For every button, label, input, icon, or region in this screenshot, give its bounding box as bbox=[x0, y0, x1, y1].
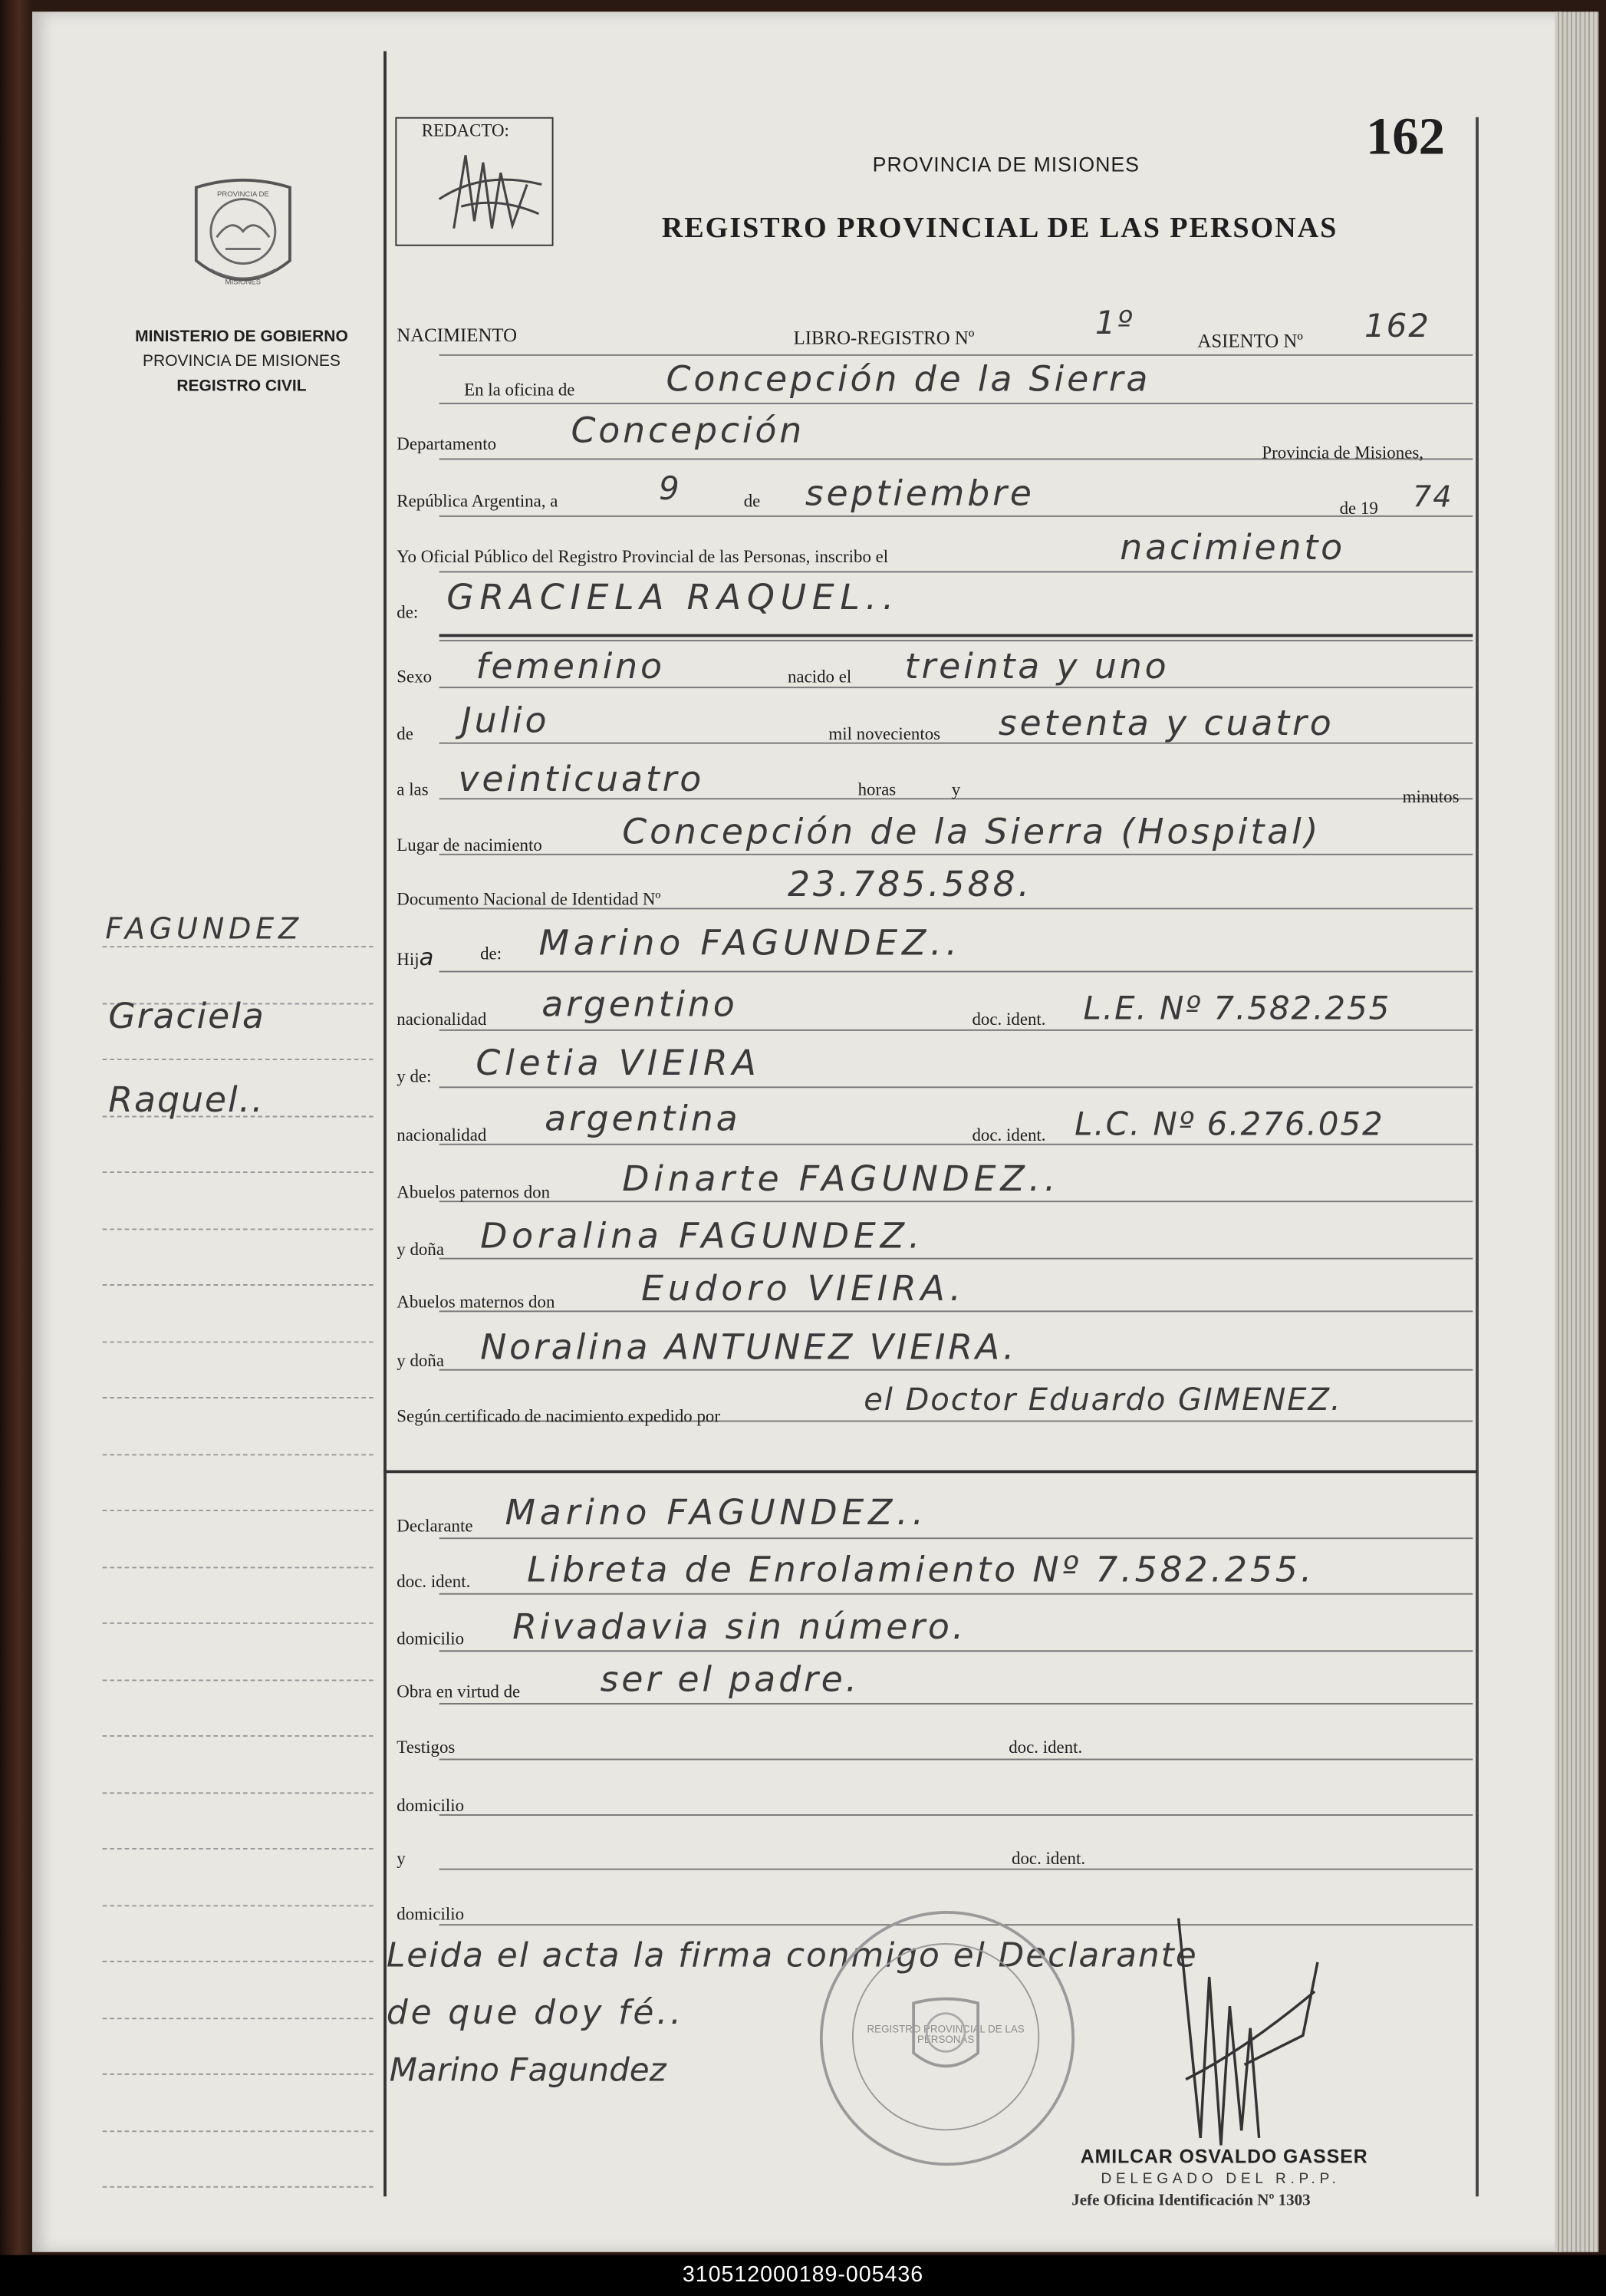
margin-ruled-line bbox=[103, 2018, 374, 2019]
lugar-value: Concepción de la Sierra (Hospital) bbox=[622, 811, 1321, 852]
ministry-block bbox=[95, 325, 388, 400]
margin-ruled-line bbox=[103, 1792, 374, 1794]
form-ruled-line bbox=[439, 1537, 1473, 1539]
doc1-label: doc. ident. bbox=[972, 1009, 1046, 1029]
form-ruled-line bbox=[439, 1258, 1473, 1260]
form-ruled-line bbox=[439, 1310, 1473, 1312]
paternal-grandfather-value: Dinarte FAGUNDEZ.. bbox=[622, 1158, 1061, 1200]
oficina-label: En la oficina de bbox=[464, 379, 575, 400]
oficina-value: Concepción de la Sierra bbox=[666, 358, 1151, 400]
paternal-grandmother-value: Doralina FAGUNDEZ. bbox=[480, 1215, 925, 1257]
declarante-label: Declarante bbox=[397, 1515, 473, 1537]
declarante-doc-value: Libreta de Enrolamiento Nº 7.582.255. bbox=[527, 1549, 1315, 1591]
mother-doc-value: L.C. Nº 6.276.052 bbox=[1075, 1107, 1384, 1144]
margin-surname: FAGUNDEZ bbox=[105, 911, 303, 947]
doc2-label: doc. ident. bbox=[972, 1124, 1046, 1145]
obra-label: Obra en virtud de bbox=[397, 1681, 521, 1702]
margin-ruled-line bbox=[103, 1454, 374, 1455]
redacto-label: REDACTO: bbox=[421, 120, 509, 141]
nacimiento-label: NACIMIENTO bbox=[397, 323, 517, 346]
cert-label: Según certificado de nacimiento expedido por bbox=[397, 1405, 721, 1427]
margin-name2: Raquel.. bbox=[108, 1079, 265, 1121]
margin-ruled-line bbox=[103, 1905, 374, 1906]
registry-stamp-text: REGISTRO PROVINCIAL DE LAS PERSONAS bbox=[867, 2024, 1025, 2046]
form-ruled-line bbox=[439, 1814, 1473, 1816]
father-nationality-value: argentino bbox=[541, 983, 738, 1026]
father-doc-value: L.E. Nº 7.582.255 bbox=[1083, 991, 1391, 1029]
ydona2-label: y doña bbox=[397, 1349, 445, 1371]
nacido-value: treinta y uno bbox=[904, 645, 1170, 687]
month-value: septiembre bbox=[805, 473, 1035, 515]
form-ruled-line bbox=[439, 571, 1473, 572]
closing-line1: Leida el acta la firma conmigo el Declarante bbox=[386, 1937, 1198, 1976]
yt-label: y bbox=[397, 1847, 406, 1869]
republica-label: República Argentina, a bbox=[397, 490, 558, 512]
book-spine bbox=[0, 0, 32, 2255]
form-ruled-line bbox=[439, 1086, 1473, 1088]
seal-bottom-text: MISIONES bbox=[225, 278, 262, 287]
form-ruled-line bbox=[439, 1703, 1473, 1705]
sexo-value: femenino bbox=[476, 645, 665, 687]
page-edges bbox=[1555, 12, 1598, 2252]
hija-letter: a bbox=[419, 943, 434, 971]
ministry-line1: MINISTERIO DE GOBIERNO bbox=[135, 328, 348, 346]
nacido-label: nacido el bbox=[787, 666, 852, 687]
domd-label: domicilio bbox=[397, 1628, 465, 1649]
footer-id: 310512000189-005436 bbox=[0, 2255, 1606, 2296]
docd-label: doc. ident. bbox=[397, 1571, 471, 1592]
form-ruled-line bbox=[439, 1650, 1473, 1652]
form-ruled-line bbox=[439, 516, 1473, 517]
margin-ruled-line bbox=[103, 1622, 374, 1624]
obra-value: ser el padre. bbox=[600, 1659, 860, 1701]
hija-label bbox=[397, 943, 433, 970]
de-label: de bbox=[743, 490, 761, 512]
cert-value: el Doctor Eduardo GIMENEZ. bbox=[864, 1382, 1342, 1418]
form-ruled-line bbox=[439, 640, 1473, 641]
doct2-label: doc. ident. bbox=[1012, 1847, 1086, 1869]
redacto-signature bbox=[425, 140, 551, 240]
departamento-value: Concepción bbox=[571, 410, 805, 451]
dni-value: 23.785.588. bbox=[787, 864, 1032, 905]
official-jefe: Jefe Oficina Identificación Nº 1303 bbox=[1071, 2192, 1311, 2210]
oficial-value: nacimiento bbox=[1120, 527, 1346, 568]
margin-ruled-line bbox=[103, 1679, 374, 1681]
minutos-label: minutos bbox=[1402, 786, 1460, 807]
form-ruled-line bbox=[439, 854, 1473, 855]
libro-value: 1º bbox=[1094, 305, 1134, 343]
form-ruled-line bbox=[439, 1869, 1473, 1870]
abm-label: Abuelos maternos don bbox=[397, 1291, 555, 1313]
form-ruled-line bbox=[439, 1144, 1473, 1145]
margin-ruled-line bbox=[103, 1848, 374, 1850]
maternal-grandmother-value: Noralina ANTUNEZ VIEIRA. bbox=[480, 1326, 1018, 1368]
margin-ruled-line bbox=[103, 2186, 374, 2188]
margin-name1: Graciela bbox=[108, 996, 265, 1037]
domt1-label: domicilio bbox=[397, 1795, 465, 1816]
day-value: 9 bbox=[658, 471, 681, 509]
margin-ruled-line bbox=[103, 1284, 374, 1286]
yde-label: y de: bbox=[397, 1066, 432, 1087]
declarante-value: Marino FAGUNDEZ.. bbox=[505, 1492, 928, 1533]
horas-value: veinticuatro bbox=[458, 758, 705, 800]
domt2-label: domicilio bbox=[397, 1903, 465, 1925]
abp-label: Abuelos paternos don bbox=[397, 1181, 551, 1203]
asiento-value: 162 bbox=[1364, 308, 1430, 346]
nac2-label: nacionalidad bbox=[397, 1124, 487, 1145]
margin-ruled-line bbox=[103, 1510, 374, 1511]
y-label: y bbox=[951, 779, 961, 800]
testigos-label: Testigos bbox=[397, 1736, 456, 1757]
asiento-label: ASIENTO Nº bbox=[1197, 329, 1303, 352]
year-value: 74 bbox=[1413, 479, 1453, 515]
sexo-label: Sexo bbox=[397, 666, 433, 687]
section-rule-1 bbox=[383, 1470, 1477, 1473]
oficial-label: Yo Oficial Público del Registro Provincial de las Personas, inscribo el bbox=[397, 545, 889, 567]
margin-ruled-line bbox=[103, 1961, 374, 1962]
birth-month-value: Julio bbox=[461, 700, 550, 741]
nac1-label: nacionalidad bbox=[397, 1009, 487, 1029]
dni-label: Documento Nacional de Identidad Nº bbox=[397, 888, 661, 910]
birth-year-value: setenta y cuatro bbox=[998, 703, 1334, 744]
mil-label: mil novecientos bbox=[828, 723, 941, 744]
margin-ruled-line bbox=[103, 1397, 374, 1398]
name-underline bbox=[439, 634, 1473, 637]
horas-label: horas bbox=[857, 779, 897, 800]
misiones-seal-icon bbox=[182, 173, 304, 298]
declarante-address-value: Rivadavia sin número. bbox=[512, 1606, 967, 1648]
form-ruled-line bbox=[439, 1369, 1473, 1371]
margin-ruled-line bbox=[103, 1171, 374, 1173]
provincia-label: Provincia de Misiones, bbox=[1262, 442, 1424, 463]
form-ruled-line bbox=[439, 403, 1473, 404]
libro-label: LIBRO-REGISTRO Nº bbox=[793, 326, 975, 349]
father-value: Marino FAGUNDEZ.. bbox=[538, 922, 962, 964]
form-ruled-line bbox=[439, 1593, 1473, 1595]
ministry-line3: REGISTRO CIVIL bbox=[176, 377, 307, 396]
registry-stamp-emblem-icon bbox=[905, 1995, 987, 2080]
departamento-label: Departamento bbox=[397, 433, 497, 454]
form-ruled-line bbox=[439, 1201, 1473, 1202]
mother-nationality-value: argentina bbox=[545, 1098, 741, 1140]
lugar-label: Lugar de nacimiento bbox=[397, 835, 542, 855]
de2-label: de bbox=[397, 723, 413, 744]
form-ruled-line bbox=[439, 1029, 1473, 1031]
form-ruled-line bbox=[439, 971, 1473, 973]
mother-value: Cletia VIEIRA bbox=[476, 1043, 761, 1084]
closing-line2: de que doy fé.. bbox=[386, 1994, 684, 2033]
form-ruled-line bbox=[439, 687, 1473, 688]
province-header: PROVINCIA DE MISIONES bbox=[872, 152, 1140, 176]
de-nombre-label: de: bbox=[397, 601, 419, 623]
official-name: AMILCAR OSVALDO GASSER bbox=[1080, 2145, 1368, 2168]
margin-ruled-line bbox=[103, 946, 374, 947]
official-title: DELEGADO DEL R.P.P. bbox=[1101, 2171, 1341, 2188]
margin-ruled-line bbox=[103, 1566, 374, 1568]
folio-number: 162 bbox=[1365, 107, 1446, 166]
margin-ruled-line bbox=[103, 1059, 374, 1060]
margin-ruled-line bbox=[103, 2074, 374, 2075]
hija-de-label: de: bbox=[480, 943, 502, 964]
right-border-line bbox=[1476, 117, 1479, 2197]
margin-ruled-line bbox=[103, 2130, 374, 2132]
form-ruled-line bbox=[439, 354, 1473, 356]
official-signature bbox=[1157, 1889, 1332, 2167]
maternal-grandfather-value: Eudoro VIEIRA. bbox=[641, 1268, 966, 1309]
doct1-label: doc. ident. bbox=[1009, 1736, 1083, 1757]
margin-ruled-line bbox=[103, 1341, 374, 1342]
seal-top-text: PROVINCIA DE bbox=[216, 189, 269, 199]
margin-ruled-line bbox=[103, 1735, 374, 1737]
hija-prefix: Hij bbox=[397, 948, 420, 970]
margin-ruled-line bbox=[103, 1229, 374, 1230]
child-name-value: GRACIELA RAQUEL.. bbox=[446, 577, 900, 618]
ministry-line2: PROVINCIA DE MISIONES bbox=[143, 353, 341, 371]
declarante-signature: Marino Fagundez bbox=[389, 2053, 666, 2090]
de-anio-label: de 19 bbox=[1339, 498, 1378, 519]
ydona1-label: y doña bbox=[397, 1238, 445, 1260]
alas-label: a las bbox=[397, 779, 429, 800]
registry-header: REGISTRO PROVINCIAL DE LAS PERSONAS bbox=[661, 212, 1338, 245]
form-ruled-line bbox=[439, 1759, 1473, 1761]
